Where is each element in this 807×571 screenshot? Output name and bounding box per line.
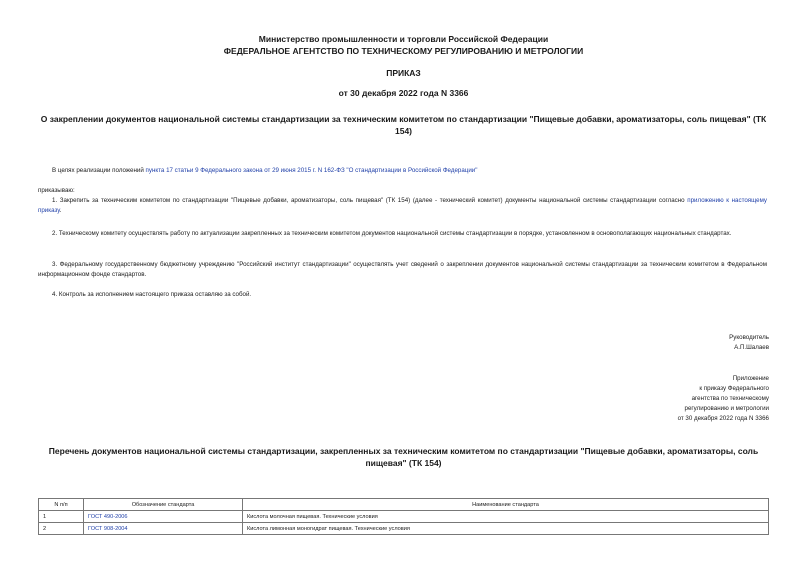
header-number: N п/п xyxy=(39,499,84,511)
header-name: Наименование стандарта xyxy=(243,499,769,511)
item-3: 3. Федеральному государственному бюджетному учреждению "Российский институт стандартизации" осуществлять учет сведений о закреплении документов национальной системы стандартизации за техническим комитетом в Федеральном информационном фонде стандартов. xyxy=(38,261,767,278)
document-date-number: от 30 декабря 2022 года N 3366 xyxy=(338,88,469,98)
signatory-position: Руководитель xyxy=(729,334,769,341)
item-1-text: 1. Закрепить за техническим комитетом по стандартизации "Пищевые добавки, ароматизаторы, соль пищевая" (ТК 154) (далее - технический комитет) документы национальной системы стандартизации согласно xyxy=(52,197,688,204)
standards-table xyxy=(38,498,769,535)
item-1-end: . xyxy=(59,207,62,214)
table-row xyxy=(39,523,769,535)
standard-code-link[interactable]: ГОСТ 490-2006 xyxy=(84,511,243,523)
appendix-link[interactable]: приложению к настоящему приказу xyxy=(38,197,767,214)
appendix-line-1: Приложение xyxy=(732,375,769,382)
order-title: О закреплении документов национальной системы стандартизации за техническим комитетом по стандартизации "Пищевые добавки, ароматизаторы, соль пищевая" (ТК 154) xyxy=(40,114,767,136)
appendix-line-5: от 30 декабря 2022 года N 3366 xyxy=(677,415,769,422)
item-1 xyxy=(38,196,767,216)
item-4: 4. Контроль за исполнением настоящего приказа оставляю за собой. xyxy=(52,291,252,298)
row-number: 1 xyxy=(39,511,84,523)
item-2: 2. Техническому комитету осуществлять работу по актуализации закрепленных за техническим комитетом документов национальной системы стандартизации в порядке, установленном в основополагающих национальных стандартах. xyxy=(52,230,732,237)
standard-name: Кислота лимонная моногидрат пищевая. Технические условия xyxy=(243,523,769,535)
document-type: ПРИКАЗ xyxy=(386,68,421,78)
appendix-line-4: регулированию и метрологии xyxy=(684,405,769,412)
law-link[interactable]: пункта 17 статьи 9 Федерального закона от 29 июня 2015 г. N 162-ФЗ "О стандартизации в Российской Федерации" xyxy=(145,167,478,174)
order-word: приказываю: xyxy=(38,187,75,194)
appendix-line-2: к приказу Федерального xyxy=(699,385,769,392)
table-row xyxy=(39,511,769,523)
row-number: 2 xyxy=(39,523,84,535)
agency-name: ФЕДЕРАЛЬНОЕ АГЕНТСТВО ПО ТЕХНИЧЕСКОМУ РЕГУЛИРОВАНИЮ И МЕТРОЛОГИИ xyxy=(223,46,584,56)
standard-code-link[interactable]: ГОСТ 908-2004 xyxy=(84,523,243,535)
header-designation: Обозначение стандарта xyxy=(84,499,243,511)
appendix-line-3: агентства по техническому xyxy=(691,395,769,402)
signatory-name: А.П.Шалаев xyxy=(734,344,769,351)
list-title: Перечень документов национальной системы стандартизации, закрепленных за техническим комитетом по стандартизации "Пищевые добавки, ароматизаторы, соль пищевая" (ТК 154) xyxy=(48,446,759,468)
preamble xyxy=(52,166,767,176)
standard-name: Кислота молочная пищевая. Технические условия xyxy=(243,511,769,523)
preamble-text: В целях реализации положений xyxy=(52,167,146,174)
table-header-row xyxy=(39,499,769,511)
ministry-name: Министерство промышленности и торговли Российской Федерации xyxy=(258,34,549,44)
